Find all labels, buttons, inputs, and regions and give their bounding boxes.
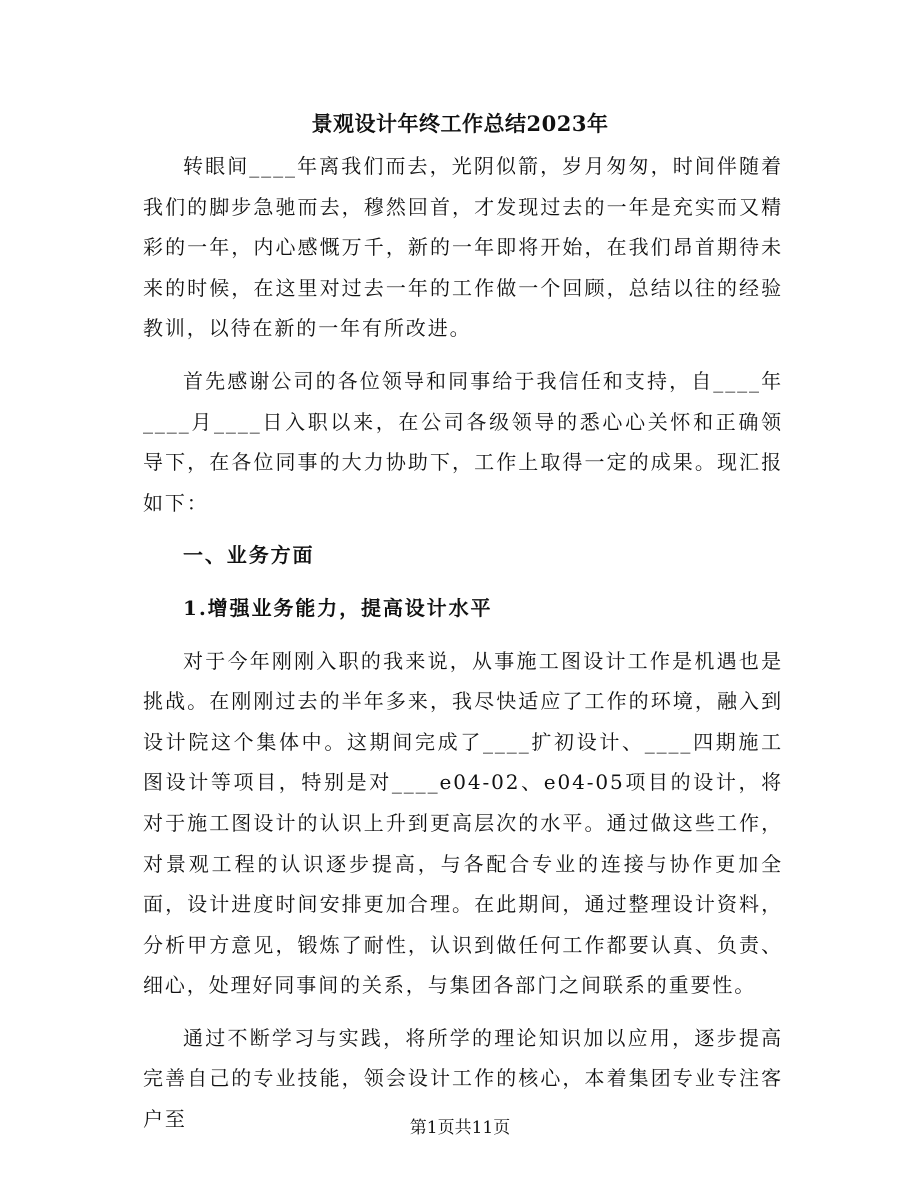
page-indicator: 第1页共11页 (409, 1118, 511, 1138)
paragraph-learning: 通过不断学习与实践，将所学的理论知识加以应用，逐步提高完善自己的专业技能，领会设计工作的核心，本着集团专业专注客户至 (143, 1025, 783, 1132)
section-heading-business: 一、业务方面 (183, 543, 315, 568)
paragraph-intro: 转眼间____年离我们而去，光阴似箭，岁月匆匆，时间伴随着我们的脚步急驰而去，穆然回首，才发现过去的一年是充实而又精彩的一年，内心感慨万千，新的一年即将开始，在我们昂首期待未来的时候，在这里对过去一年的工作做一个回顾，总结以往的经验教训，以待在新的一年有所改进。 (143, 154, 783, 341)
paragraph-work: 对于今年刚刚入职的我来说，从事施工图设计工作是机遇也是挑战。在刚刚过去的半年多来，我尽快适应了工作的环境，融入到设计院这个集体中。这期间完成了____扩初设计、____四期施工图设计等项目，特别是对____e04-02、e04-05项目的设计，将对于施工图设计的认识上升到更高层次的水平。通过做这些工作，对景观工程的认识逐步提高，与各配合专业的连接与协作更加全面，设计进度时间安排更加合理。在此期间，通过整理设计资料，分析甲方意见，锻炼了耐性，认识到做任何工作都要认真、负责、细心，处理好同事间的关系，与集团各部门之间联系的重要性。 (143, 648, 783, 998)
subsection-heading-ability: 1.增强业务能力，提高设计水平 (183, 595, 493, 620)
paragraph-thanks: 首先感谢公司的各位领导和同事给于我信任和支持，自____年____月____日入职以来，在公司各级领导的悉心心关怀和正确领导下，在各位同事的大力协助下，工作上取得一定的成果。现汇报如下： (143, 368, 783, 515)
document-body (143, 146, 783, 1152)
document-title: 景观设计年终工作总结2023年 (311, 111, 609, 136)
